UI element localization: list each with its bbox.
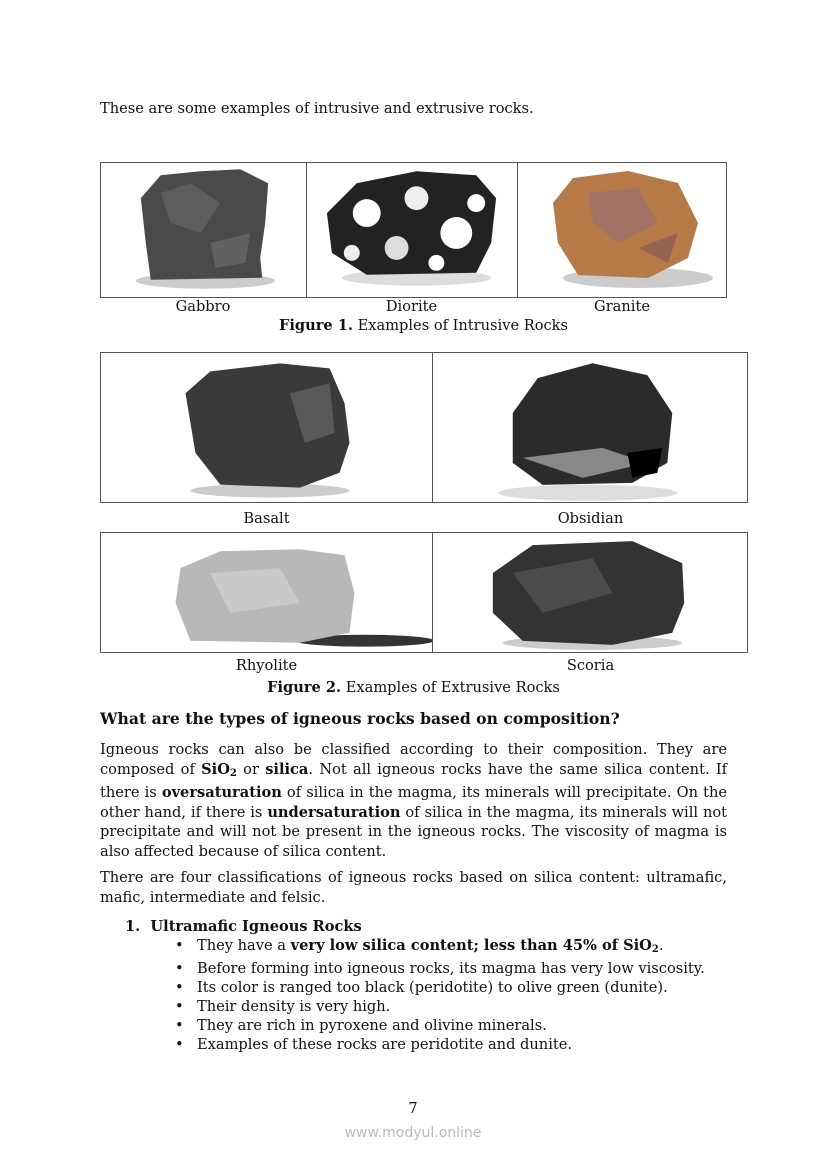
rock-label-diorite: Diorite [385,298,438,315]
figure-1-table [100,162,727,298]
figure-2-row-1 [100,352,748,503]
list-item: • They are rich in pyroxene and olivine minerals. [173,1016,705,1035]
rock-label-basalt: Basalt [243,510,290,527]
rock-label-granite: Granite [594,298,650,315]
gabbro-image [101,163,307,297]
watermark: www.modyul.online [344,1125,482,1141]
ultramafic-bullet-list [173,936,705,1054]
intro-text: These are some examples of intrusive and extrusive rocks. [100,100,534,117]
diorite-image [307,163,518,297]
rock-label-scoria: Scoria [566,657,615,674]
list-item: • They have a very low silica content; less than 45% of SiO$_2$. [173,936,705,959]
section-heading: What are the types of igneous rocks based on composition? [100,709,620,728]
rock-label-gabbro: Gabbro [175,298,231,315]
granite-image [518,163,726,297]
figure-2-row-2 [100,532,748,653]
figure-1-caption: Figure 1. Examples of Intrusive Rocks [278,317,569,334]
rock-label-rhyolite: Rhyolite [235,657,298,674]
rhyolite-image [101,533,433,652]
figure-2-caption: Figure 2. Examples of Extrusive Rocks [267,679,560,696]
list-item: • Before forming into igneous rocks, its magma has very low viscosity. [173,959,705,978]
basalt-image [101,353,433,502]
classification-paragraph: There are four classifications of igneous rocks based on silica content: ultramafic, mafic, intermediate and felsic. [100,869,727,906]
obsidian-image [433,353,747,502]
scoria-image [433,533,747,652]
list-heading: 1. Ultramafic Igneous Rocks [125,918,362,935]
page-number: 7 [408,1100,418,1117]
composition-paragraph: Igneous rocks can also be classified according to their composition. They are composed of SiO$_2$ or silica. Not all igneous rocks have the same silica content. If there is oversaturation of silica in the magma, its minerals will precipitate. On the other hand, if there is undersaturation of silica in the magma, its minerals will not precipitate and will not be present in the igneous rocks. The viscosity of magma is also affected because of silica content. [100,741,728,860]
list-item: • Their density is very high. [173,997,705,1016]
list-item: • Its color is ranged too black (peridotite) to olive green (dunite). [173,978,705,997]
rock-label-obsidian: Obsidian [557,510,624,527]
list-item: • Examples of these rocks are peridotite and dunite. [173,1035,705,1054]
